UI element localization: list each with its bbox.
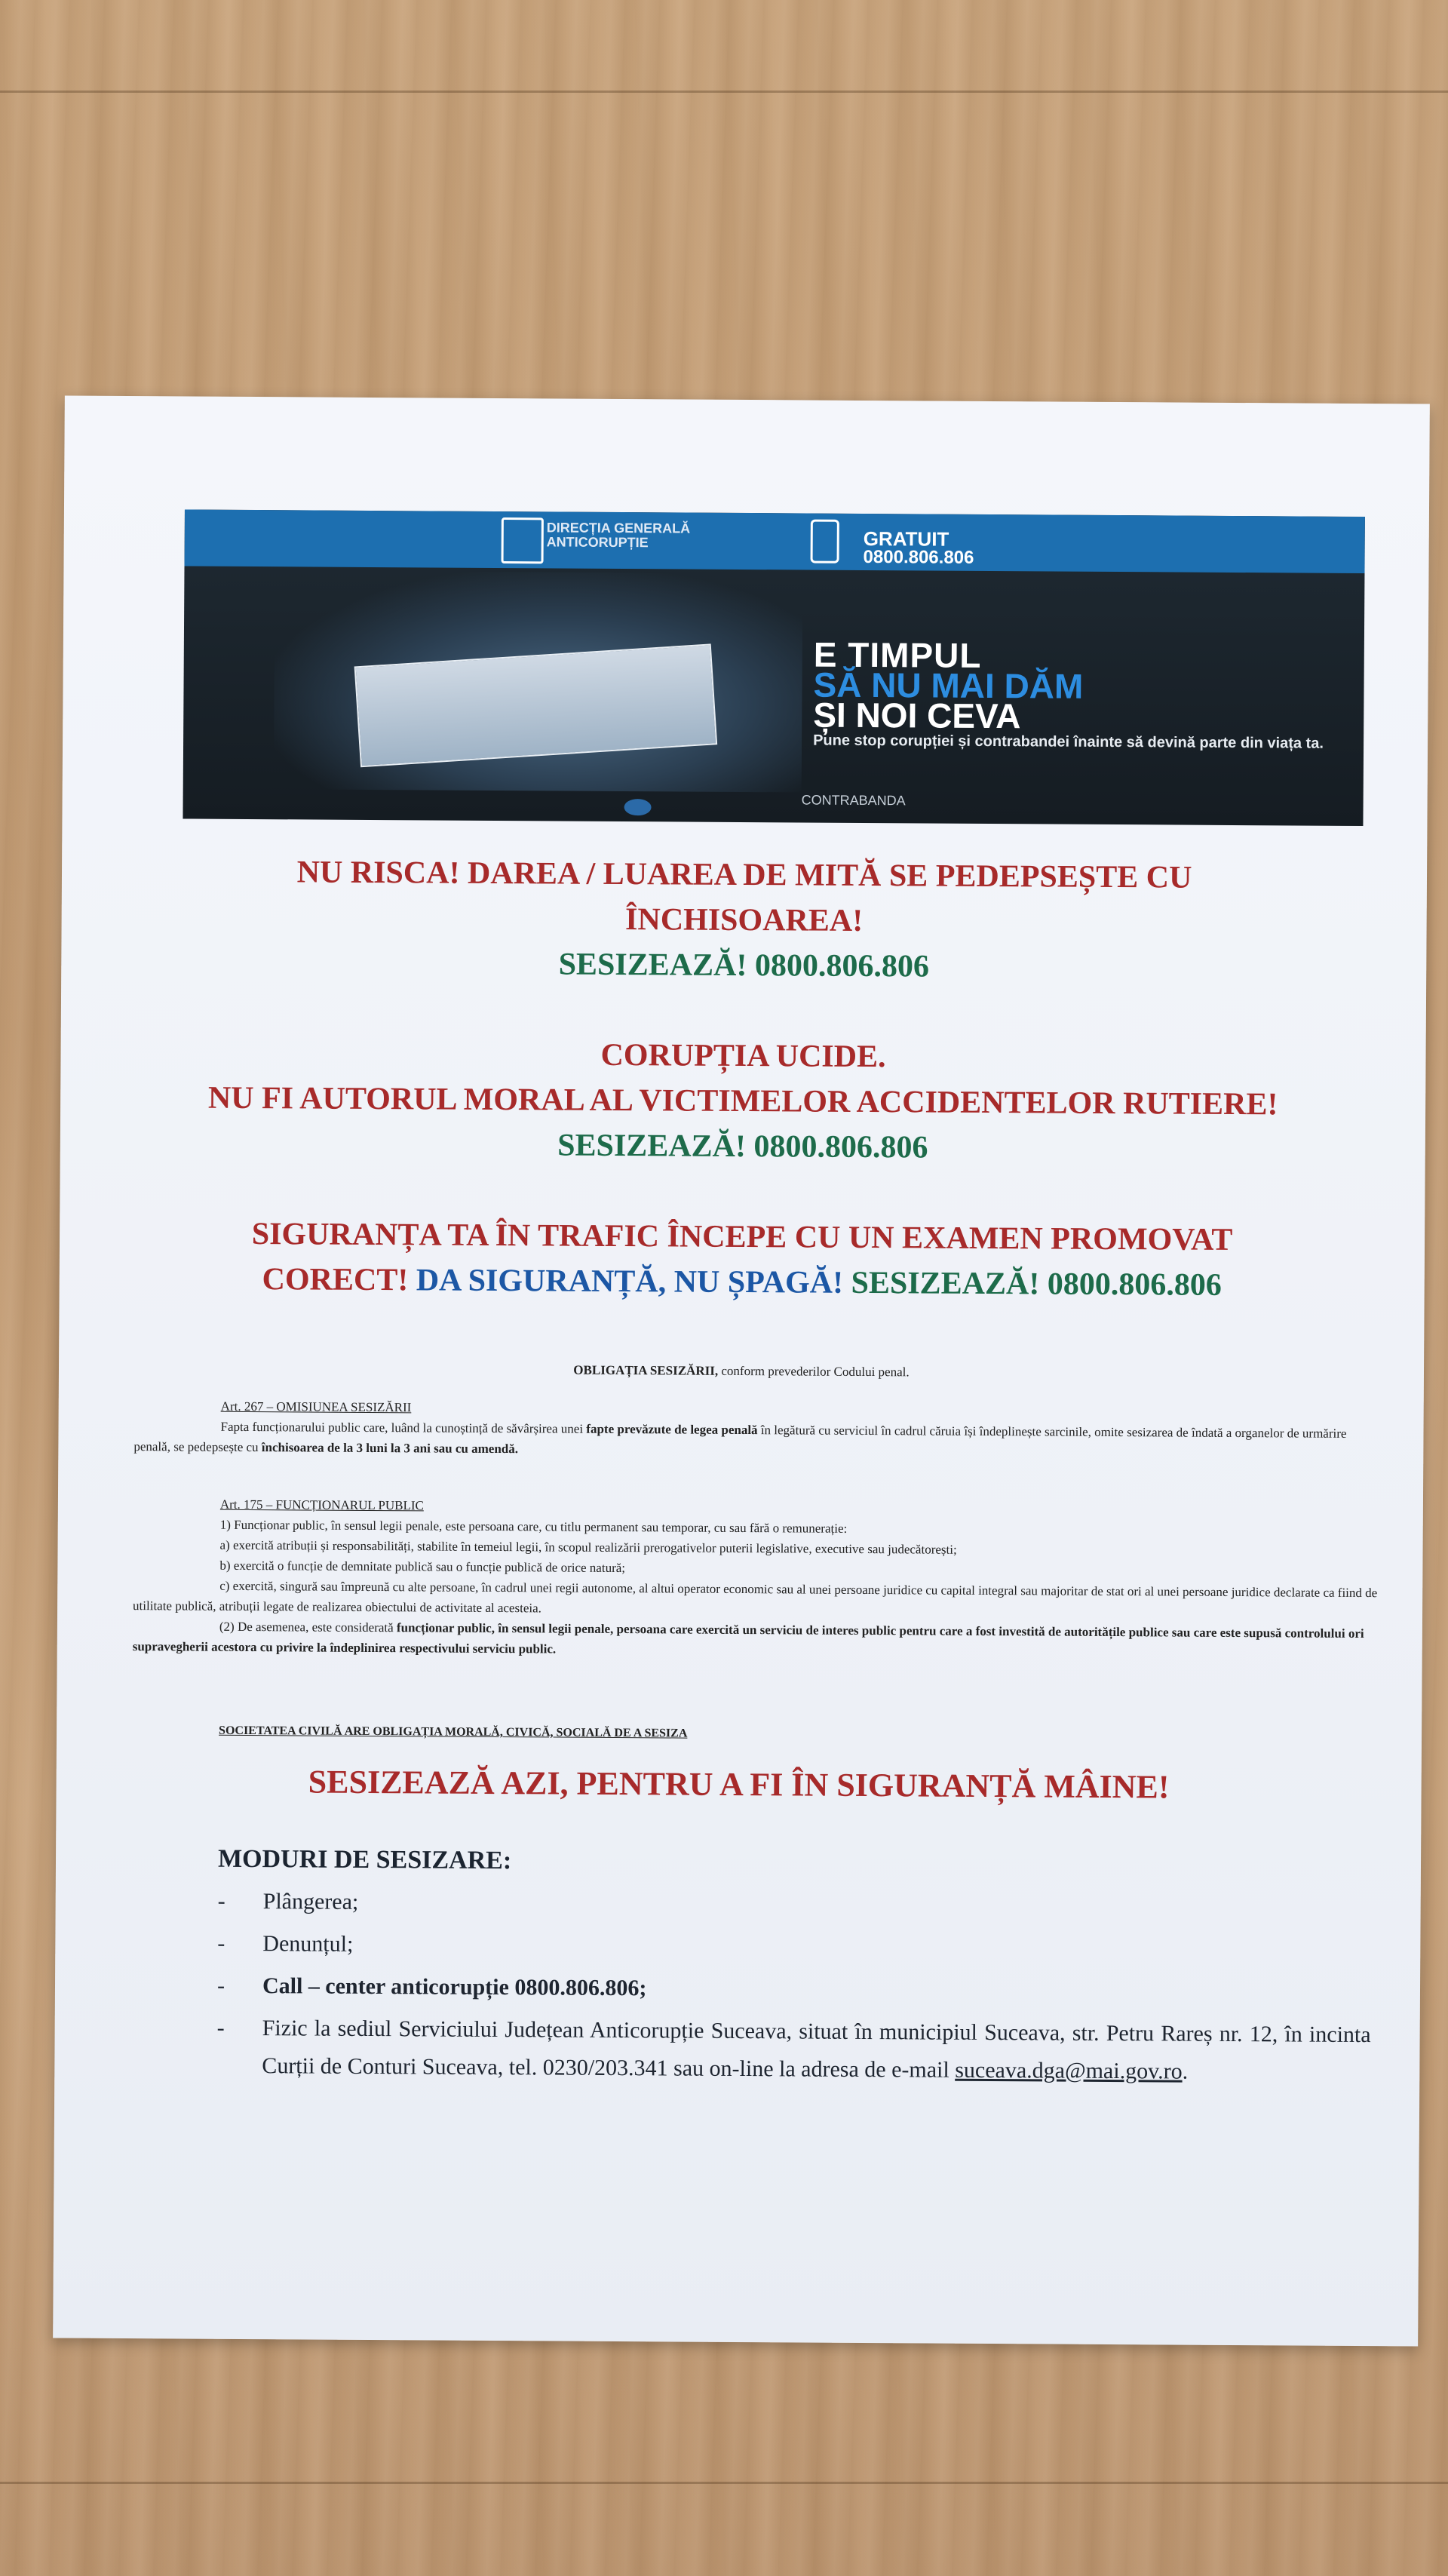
banner-org: DIRECȚIA GENERALĂ ANTICORUPȚIE <box>546 520 691 551</box>
headline-bribery-call: SESIZEAZĂ! 0800.806.806 <box>558 947 930 984</box>
headline-kills-call: SESIZEAZĂ! 0800.806.806 <box>557 1128 928 1165</box>
banner-title-line2: SĂ NU MAI DĂM <box>813 665 1084 706</box>
email-link[interactable]: suceava.dga@mai.gov.ro <box>955 2057 1183 2084</box>
headline-corruption-kills <box>60 1029 1426 1173</box>
civil-society-note: SOCIETATEA CIVILĂ ARE OBLIGAȚIA MORALĂ, CIVICĂ, SOCIALĂ DE A SESIZA <box>219 1724 688 1740</box>
art-175-l5 <box>133 1616 1385 1664</box>
mode-in-person: Fizic la sediul Serviciului Județean Anticorupție Suceava, situat în municipiul Suceava, str. Petru Rareș nr. 12, în incinta Curții de Conturi Suceava, tel. 0230/203.341 sau on-line la adresa de e-mail suceava.dga@mai.gov.ro. <box>262 2016 1371 2084</box>
wood-seam <box>0 91 1448 93</box>
art-267 <box>133 1395 1385 1464</box>
banner-title-line3: ȘI NOI CEVA <box>813 695 1021 736</box>
list-item <box>217 1967 1371 2012</box>
mode-complaint: Plângerea; <box>262 1889 359 1914</box>
partner-logo-icon <box>624 799 651 815</box>
flyer-paper <box>53 395 1430 2346</box>
headline-bribery-text: NU RISCA! DAREA / LUAREA DE MITĂ SE PEDEPSEȘTE CU <box>296 855 1192 895</box>
art-267-heading: Art. 267 – OMISIUNEA SESIZĂRII <box>220 1399 412 1415</box>
list-item <box>217 1925 1371 1970</box>
headline-traffic-line1: SIGURANȚA TA ÎN TRAFIC ÎNCEPE CU UN EXAMEN PROMOVAT <box>251 1217 1233 1257</box>
banner-title-line1: E TIMPUL <box>813 634 982 675</box>
banner-footer-contrabanda: CONTRABANDA <box>801 792 906 809</box>
headline-bribery-prison: ÎNCHISOAREA! <box>624 902 864 938</box>
reporting-modes-list <box>216 1883 1372 2096</box>
safe-tomorrow-headline: SESIZEAZĂ AZI, PENTRU A FI ÎN SIGURANȚĂ MÂINE! <box>308 1763 1170 1806</box>
phone-icon <box>811 520 839 563</box>
art-175-heading: Art. 175 – FUNCȚIONARUL PUBLIC <box>219 1497 424 1513</box>
banner-phone-number: 0800.806.806 <box>863 546 974 568</box>
banner-free-label: GRATUIT <box>863 527 949 551</box>
list-dash: - <box>217 1930 225 1956</box>
art-175-l3: b) exercită o funcție de demnitate publică sau o funcție publică de orice natură; <box>219 1558 626 1576</box>
art-267-p1d: închisoarea de la 3 luni la 3 ani sau cu amendă. <box>261 1440 519 1457</box>
list-item <box>218 1883 1372 1927</box>
art-175-l2: a) exercită atribuții și responsabilități, stabilite în temeiul legii, în scopul realizării prerogativelor puterii legislative, executive sau judecătorești; <box>219 1537 957 1557</box>
art-267-p1b: fapte prevăzute de legea penală <box>586 1421 758 1438</box>
art-175-l5b: funcționar public, în sensul legii penale, persoana care exercită un serviciu de interes public pentru care a fost investită de autoritățile publice sau care este supusă controlului ori supravegherii acestora cu privire la îndeplinirea respectivului serviciu public. <box>132 1620 1364 1656</box>
list-dash: - <box>216 2015 225 2040</box>
art-267-p1a: Fapta funcționarului public care, luând la cunoștință de săvârșirea unei <box>220 1419 584 1436</box>
banner-top-bar <box>185 509 1365 573</box>
mode-in-person-text: Fizic la sediul Serviciului Județean Anticorupție Suceava, situat în municipiul Suceava, str. Petru Rareș nr. 12, în incinta Curții de Conturi Suceava, tel. 0230/203.341 sau on-line la adresa de e-mail <box>262 2016 1371 2083</box>
art-175-l5a: (2) De asemenea, este considerată <box>219 1619 394 1635</box>
headline-traffic <box>60 1210 1425 1309</box>
art-175 <box>133 1494 1385 1664</box>
headline-traffic-call: SESIZEAZĂ! 0800.806.806 <box>851 1265 1222 1303</box>
art-175-l4: c) exercită, singură sau împreună cu alte persoane, în cadrul unei regii autonome, al altui operator economic sau al unei persoane juridice cu capital integral sau majoritar de stat ori al unei persoane juridice declarate ca fiind de utilitate publică, atribuții legate de realizarea obiectului de activitate al acesteia. <box>133 1578 1378 1616</box>
reporting-modes-title: MODURI DE SESIZARE: <box>217 1844 512 1875</box>
art-175-l1: 1) Funcționar public, în sensul legii penale, este persoana care, cu titlu permanent sau temporar, cu sau fără o remunerație: <box>219 1517 848 1536</box>
art-267-p1c: în legătură cu serviciul în cadrul căruia își îndeplinește sarcinile, omite sesizarea de îndată a organelor de urmărire penală, se pedepsește cu <box>133 1423 1347 1455</box>
headline-kills-line1: CORUPȚIA UCIDE. <box>600 1037 886 1075</box>
list-dash: - <box>216 1973 225 1998</box>
campaign-banner <box>183 509 1364 826</box>
headline-kills-line2: NU FI AUTORUL MORAL AL VICTIMELOR ACCIDENTELOR RUTIERE! <box>207 1080 1278 1122</box>
art-267-text <box>133 1416 1385 1464</box>
headline-bribery <box>61 848 1427 992</box>
headline-traffic-no-bribe: DA SIGURANȚĂ, NU ȘPAGĂ! <box>416 1263 844 1300</box>
mode-denunciation: Denunțul; <box>262 1931 354 1957</box>
obligation-heading <box>59 1359 1424 1383</box>
obligation-bold: OBLIGAȚIA SESIZĂRII, <box>573 1362 719 1378</box>
headline-traffic-correct: CORECT! <box>262 1262 409 1298</box>
mode-call-center: Call – center anticorupție 0800.806.806; <box>262 1973 647 2001</box>
list-dash: - <box>217 1888 225 1914</box>
list-item <box>216 2010 1371 2092</box>
obligation-rest: conform prevederilor Codului penal. <box>721 1363 910 1380</box>
wood-seam <box>0 2482 1448 2484</box>
banner-subtitle: Pune stop corupției și contrabandei înainte să devină parte din viața ta. <box>813 732 1324 752</box>
dga-logo-icon <box>502 517 544 563</box>
